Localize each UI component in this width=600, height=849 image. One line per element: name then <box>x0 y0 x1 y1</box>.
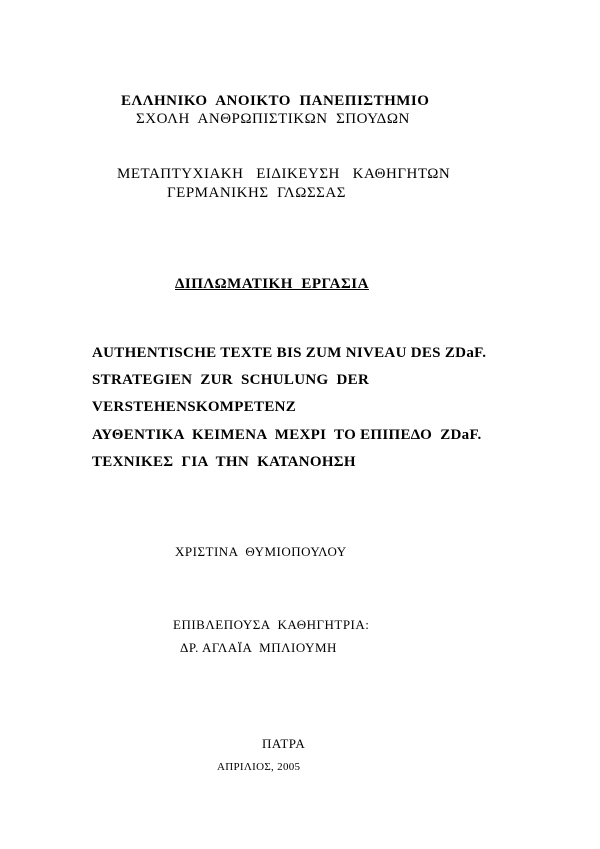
author-name: ΧΡΙΣΤΙΝΑ ΘΥΜΙΟΠΟΥΛΟΥ <box>175 544 347 559</box>
university-name: ΕΛΛΗΝΙΚΟ ΑΝΟΙΚΤΟ ΠΑΝΕΠΙΣΤΗΜΙΟ <box>121 93 430 109</box>
thesis-title-line-2: STRATEGIEN ZUR SCHULUNG DER <box>92 372 370 388</box>
program-line-2: ΓΕΡΜΑΝΙΚΗΣ ΓΛΩΣΣΑΣ <box>167 185 346 201</box>
thesis-title-line-3: VERSTEHENSKOMPETENZ <box>92 399 297 415</box>
city: ΠΑΤΡΑ <box>262 736 306 751</box>
supervisor-name: ΔΡ. ΑΓΛΑΪΑ ΜΠΛΙΟΥΜΗ <box>180 640 337 655</box>
supervisor-label: ΕΠΙΒΛΕΠΟΥΣΑ ΚΑΘΗΓΗΤΡΙΑ: <box>173 617 370 632</box>
thesis-type-label: ΔΙΠΛΩΜΑΤΙΚΗ ΕΡΓΑΣΙΑ <box>175 276 369 292</box>
school-name: ΣΧΟΛΗ ΑΝΘΡΩΠΙΣΤΙΚΩΝ ΣΠΟΥΔΩΝ <box>136 111 410 127</box>
date: ΑΠΡΙΛΙΟΣ, 2005 <box>217 761 301 773</box>
thesis-title-line-5: ΤΕΧΝΙΚΕΣ ΓΙΑ ΤΗΝ ΚΑΤΑΝΟΗΣΗ <box>92 454 356 470</box>
thesis-title-line-4: ΑΥΘΕΝΤΙΚΑ ΚΕΙΜΕΝΑ ΜΕΧΡΙ ΤΟ ΕΠΙΠΕΔΟ ZDaF. <box>92 427 482 443</box>
thesis-title-line-1: AUTHENTISCHE TEXTE BIS ZUM NIVEAU DES ZDaF. <box>92 345 487 361</box>
program-line-1: ΜΕΤΑΠΤΥΧΙΑΚΗ ΕΙΔΙΚΕΥΣΗ ΚΑΘΗΓΗΤΩΝ <box>117 166 451 182</box>
